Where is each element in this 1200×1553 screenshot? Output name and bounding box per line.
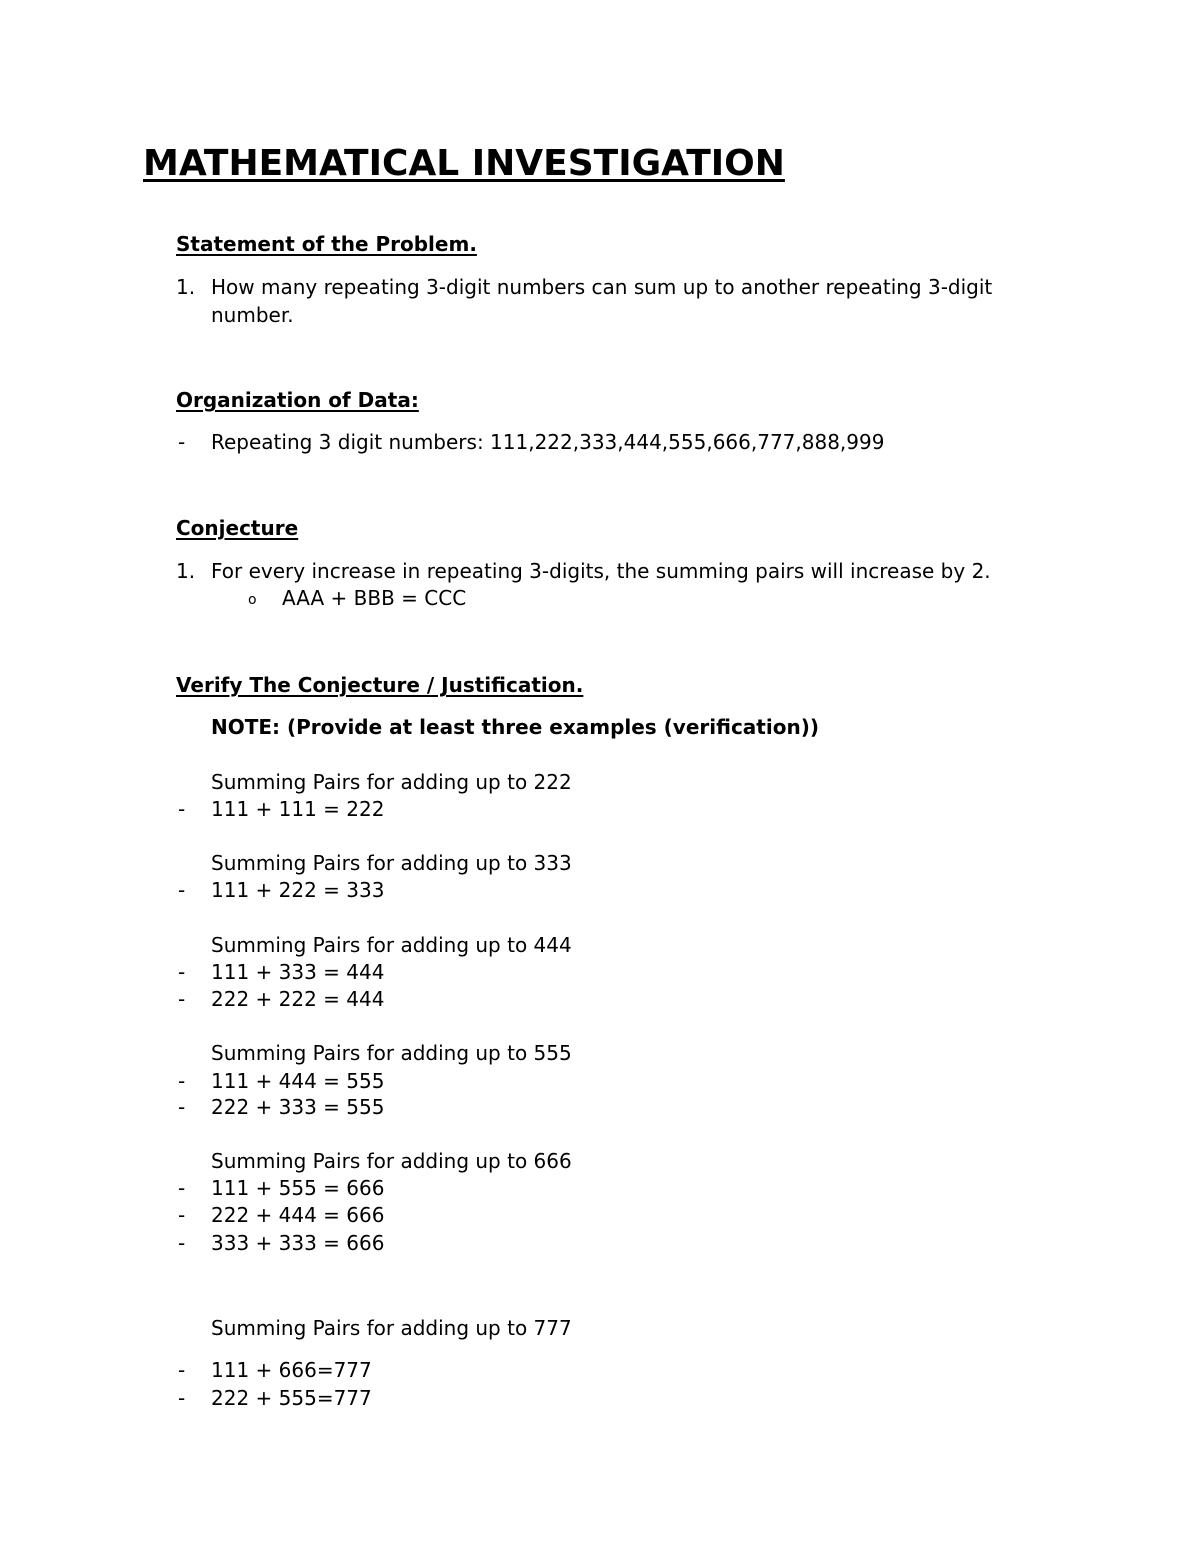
page-title: MATHEMATICAL INVESTIGATION [143, 143, 785, 184]
dash-marker: - [178, 1386, 186, 1410]
dash-marker: - [178, 987, 186, 1011]
organization-dash: - [178, 430, 186, 454]
equation-item: 222 + 333 = 555 [211, 1095, 385, 1119]
organization-text: Repeating 3 digit numbers: 111,222,333,444,555,666,777,888,999 [211, 430, 885, 454]
group-label-555: Summing Pairs for adding up to 555 [211, 1041, 572, 1065]
equation-item: 222 + 444 = 666 [211, 1203, 385, 1227]
dash-marker: - [178, 1358, 186, 1382]
equation-item: 111 + 111 = 222 [211, 797, 385, 821]
problem-heading: Statement of the Problem. [176, 232, 477, 256]
equation-item: 222 + 222 = 444 [211, 987, 385, 1011]
problem-text-line2: number. [211, 303, 294, 327]
equation-item: 111 + 555 = 666 [211, 1176, 385, 1200]
organization-heading: Organization of Data: [176, 388, 419, 412]
conjecture-sub-bullet: o [248, 592, 257, 608]
equation-item: 111 + 333 = 444 [211, 960, 385, 984]
dash-marker: - [178, 797, 186, 821]
group-label-666: Summing Pairs for adding up to 666 [211, 1149, 572, 1173]
equation-item: 111 + 444 = 555 [211, 1069, 385, 1093]
problem-text-line1: How many repeating 3-digit numbers can sum up to another repeating 3-digit [211, 275, 993, 299]
group-label-777: Summing Pairs for adding up to 777 [211, 1316, 572, 1340]
conjecture-sub-text: AAA + BBB = CCC [282, 586, 467, 610]
dash-marker: - [178, 1069, 186, 1093]
dash-marker: - [178, 1203, 186, 1227]
dash-marker: - [178, 1176, 186, 1200]
dash-marker: - [178, 960, 186, 984]
group-label-222: Summing Pairs for adding up to 222 [211, 770, 572, 794]
dash-marker: - [178, 1231, 186, 1255]
problem-marker: 1. [176, 275, 196, 299]
equation-item: 222 + 555=777 [211, 1386, 372, 1410]
verify-note: NOTE: (Provide at least three examples (verification)) [211, 715, 819, 739]
equation-item: 111 + 222 = 333 [211, 878, 385, 902]
verify-heading: Verify The Conjecture / Justification. [176, 673, 584, 697]
equation-item: 333 + 333 = 666 [211, 1231, 385, 1255]
conjecture-heading: Conjecture [176, 516, 299, 540]
conjecture-text: For every increase in repeating 3-digits, the summing pairs will increase by 2. [211, 559, 991, 583]
group-label-333: Summing Pairs for adding up to 333 [211, 851, 572, 875]
group-label-444: Summing Pairs for adding up to 444 [211, 933, 572, 957]
conjecture-marker: 1. [176, 559, 196, 583]
dash-marker: - [178, 878, 186, 902]
equation-item: 111 + 666=777 [211, 1358, 372, 1382]
dash-marker: - [178, 1095, 186, 1119]
